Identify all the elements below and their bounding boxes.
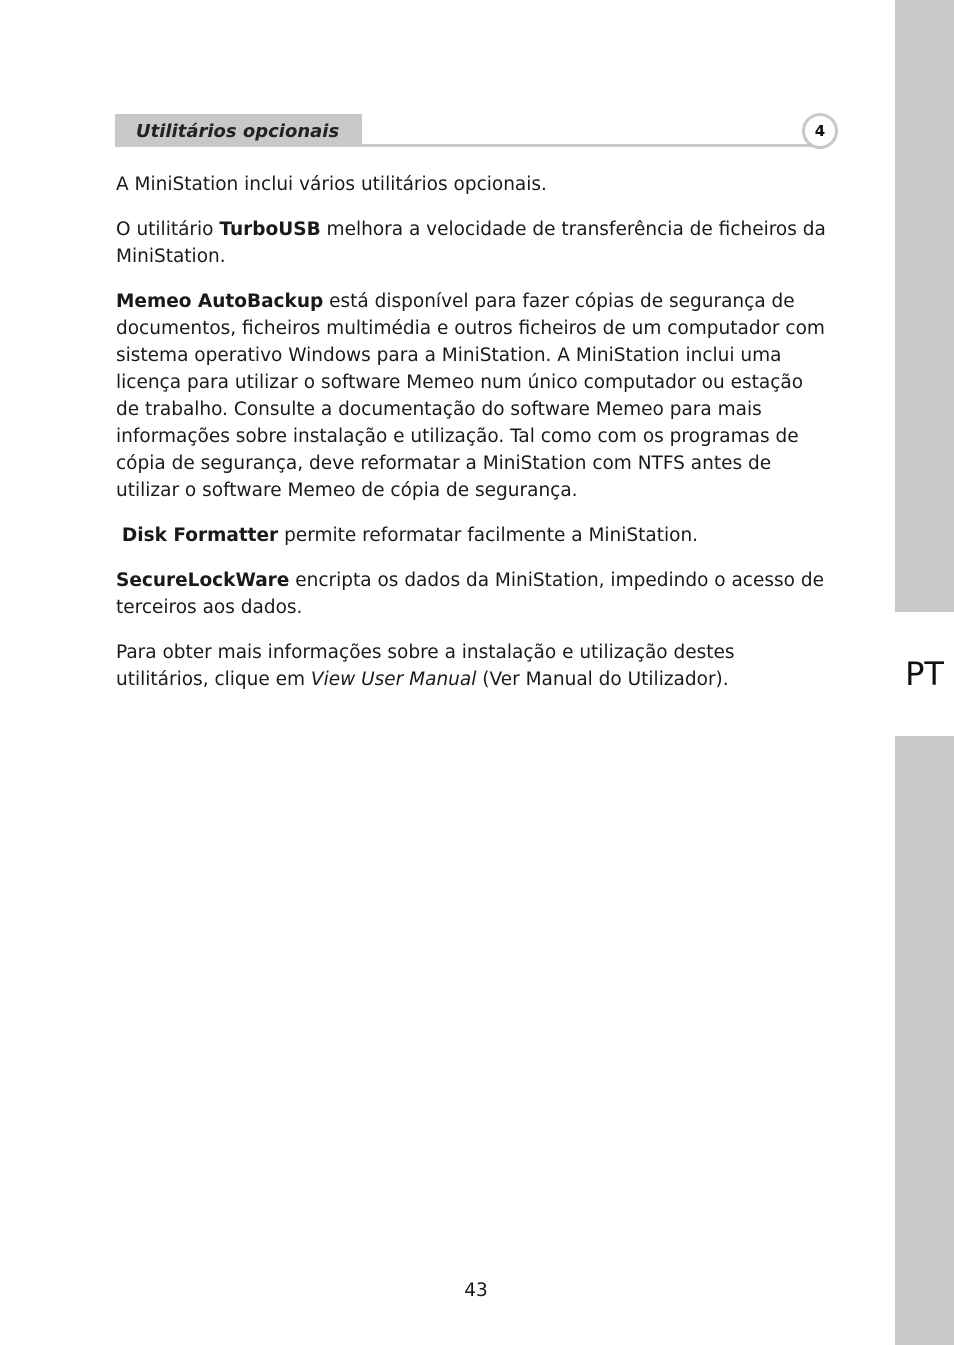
paragraph-more-info <box>116 639 826 693</box>
paragraph-turbousb <box>116 216 826 270</box>
paragraph-more-info-lead: Para obter mais informações sobre a instalação e utilização destes utilitários, clique em <box>116 642 735 690</box>
section-header <box>115 114 837 148</box>
paragraph-disk-formatter <box>116 522 826 549</box>
paragraph-intro-text: A MiniStation inclui vários utilitários opcionais. <box>116 174 547 195</box>
page-number: 43 <box>464 1280 488 1301</box>
side-tab-lower <box>895 736 954 1345</box>
term-disk-formatter: Disk Formatter <box>121 525 279 546</box>
chapter-number-badge: 4 <box>802 113 838 149</box>
section-divider <box>362 144 822 147</box>
paragraph-turbousb-text: melhora a velocidade de transferência de ficheiros da MiniStation. <box>116 219 826 267</box>
paragraph-intro <box>116 171 826 198</box>
paragraph-memeo-autobackup <box>116 288 826 504</box>
section-title: Utilitários opcionais <box>115 114 362 147</box>
paragraph-securelockware-text: encripta os dados da MiniStation, impedindo o acesso de terceiros aos dados. <box>116 570 824 618</box>
side-tab-upper <box>895 0 954 612</box>
paragraph-securelockware <box>116 567 826 621</box>
language-tab-label: PT <box>905 655 944 693</box>
paragraph-turbousb-lead: O utilitário <box>116 219 220 240</box>
term-memeo-autobackup: Memeo AutoBackup <box>116 291 324 312</box>
page-body <box>116 171 826 711</box>
term-turbousb: TurboUSB <box>219 219 321 240</box>
paragraph-memeo-text: está disponível para fazer cópias de segurança de documentos, ficheiros multimédia e outros ficheiros de um computador com sistema operativo Windows para a MiniStation. A MiniStation inclui uma licença para utilizar o software Memeo num único computador ou estação de trabalho. Consulte a documentação do software Memeo para mais informações sobre instalação e utilização. Tal como com os programas de cópia de segurança, deve reformatar a MiniStation com NTFS antes de utilizar o software Memeo de cópia de segurança. <box>116 291 825 501</box>
paragraph-more-info-tail: (Ver Manual do Utilizador). <box>476 669 729 690</box>
paragraph-disk-formatter-text: permite reformatar facilmente a MiniStation. <box>278 525 699 546</box>
view-user-manual-reference: View User Manual <box>310 669 477 690</box>
term-securelockware: SecureLockWare <box>116 570 290 591</box>
